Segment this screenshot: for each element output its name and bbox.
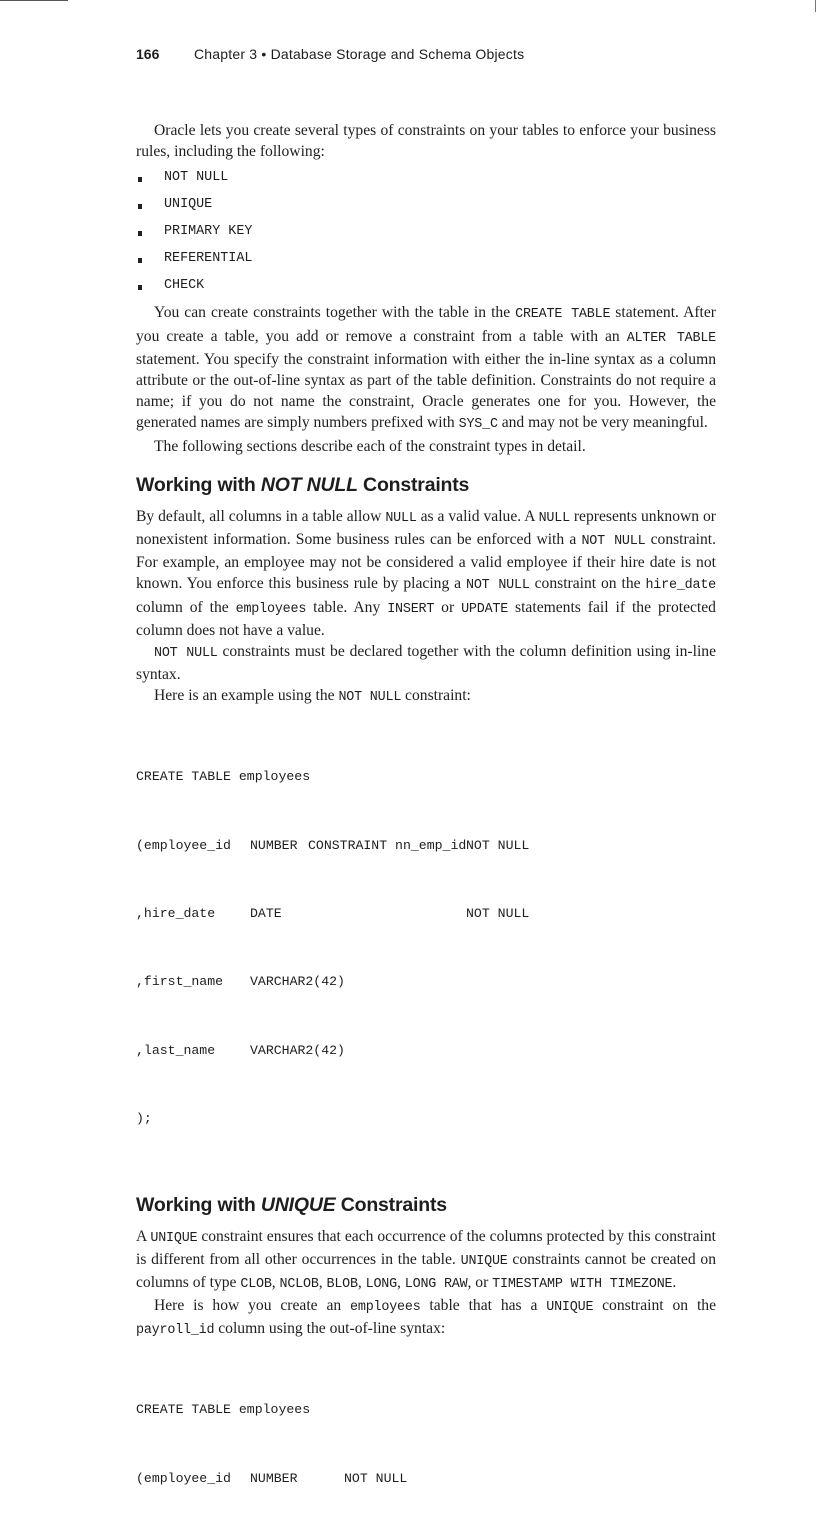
constraint-syntax-paragraph: You can create constraints together with the table in the CREATE TABLE statement. After you create a table, you add or remove a constraint from a table with an ALTER TABLE statement. You specify the constraint information with either the in-line syntax as a column attribute or the out-of-line syntax as part of the table definition. Constraints do not require a name; if you do not name the constraint, Oracle generates one for you. However, the generated names are simply numbers prefixed with SYS_C and may not be very meaningful. <box>136 304 716 433</box>
inline-code: LONG <box>365 1276 397 1292</box>
code-block-not-null <box>136 721 716 1177</box>
list-item: CHECK <box>136 273 716 300</box>
code-line: ,first_name VARCHAR2(42) <box>136 974 345 990</box>
code-line: ,hire_date DATE NOT NULL <box>136 906 530 922</box>
list-item: NOT NULL <box>136 165 716 192</box>
not-null-example-intro: Here is an example using the NOT NULL constraint: <box>154 687 471 706</box>
running-header <box>136 46 524 62</box>
code-block-unique <box>136 1354 716 1536</box>
page-corner-rule <box>0 0 68 1</box>
inline-code: NCLOB <box>279 1276 319 1292</box>
inline-code: ALTER TABLE <box>626 330 716 346</box>
inline-code: TIMESTAMP WITH TIMEZONE <box>492 1276 673 1292</box>
code-line: CREATE TABLE employees <box>136 769 311 785</box>
page-number: 166 <box>136 46 160 62</box>
inline-code: NOT NULL <box>154 646 218 662</box>
page-body <box>136 120 716 1536</box>
not-null-inline-paragraph: NOT NULL constraints must be declared together with the column definition using in-line syntax. <box>136 643 716 684</box>
inline-code: BLOB <box>326 1276 358 1292</box>
code-line: ); <box>136 1111 152 1127</box>
code-line: ,last_name VARCHAR2(42) <box>136 1042 345 1058</box>
chapter-title: Chapter 3 • Database Storage and Schema Objects <box>194 46 525 62</box>
intro-paragraph: Oracle lets you create several types of constraints on your tables to enforce your business rules, including the following: <box>136 122 716 161</box>
inline-code: payroll_id <box>136 1323 215 1339</box>
list-item: PRIMARY KEY <box>136 219 716 246</box>
unique-paragraph: A UNIQUE constraint ensures that each occurrence of the columns protected by this constraint is different from all other occurrences in the table. UNIQUE constraints cannot be created on columns of type CLOB, NCLOB, BLOB, LONG, LONG RAW, or TIMESTAMP WITH TIMEZONE. <box>136 1227 716 1292</box>
list-item: REFERENTIAL <box>136 246 716 273</box>
inline-code: hire_date <box>645 578 716 594</box>
inline-code: UNIQUE <box>546 1300 594 1316</box>
inline-code: NULL <box>538 510 570 526</box>
inline-code: NOT NULL <box>466 578 530 594</box>
inline-code: SYS_C <box>458 417 498 433</box>
unique-example-intro: Here is how you create an employees table that has a UNIQUE constraint on the payroll_id column using the out-of-line syntax: <box>136 1297 716 1339</box>
inline-code: LONG RAW <box>404 1276 468 1292</box>
not-null-paragraph: By default, all columns in a table allow NULL as a valid value. A NULL represents unknown or nonexistent information. Some business rules can be enforced with a NOT NULL constraint. For example, an employee may not be considered a valid employee if their hire date is not known. You enforce this business rule by placing a NOT NULL constraint on the hire_date column of the employees table. Any INSERT or UPDATE statements fail if the protected column does not have a value. <box>136 507 716 639</box>
inline-code: UNIQUE <box>150 1230 198 1246</box>
section-heading-unique: Working with UNIQUE Constraints <box>136 1193 447 1216</box>
code-line: CREATE TABLE employees <box>136 1402 311 1418</box>
inline-code: NOT NULL <box>581 534 646 550</box>
list-item: UNIQUE <box>136 192 716 219</box>
code-line: (employee_id NUMBER NOT NULL <box>136 1470 408 1486</box>
inline-code: INSERT <box>387 601 435 617</box>
sections-intro-paragraph: The following sections describe each of the constraint types in detail. <box>154 437 586 455</box>
inline-code: CLOB <box>240 1276 272 1292</box>
inline-code: NOT NULL <box>338 690 402 706</box>
constraint-type-list <box>136 165 716 299</box>
inline-code: employees <box>235 601 307 617</box>
section-heading-not-null: Working with NOT NULL Constraints <box>136 473 470 496</box>
inline-code: CREATE TABLE <box>515 307 611 323</box>
inline-code: UPDATE <box>461 601 509 617</box>
inline-code: NULL <box>385 510 417 526</box>
code-line: (employee_id NUMBER CONSTRAINT nn_emp_idNOT NULL <box>136 837 530 853</box>
inline-code: UNIQUE <box>460 1253 508 1269</box>
inline-code: employees <box>350 1300 421 1316</box>
